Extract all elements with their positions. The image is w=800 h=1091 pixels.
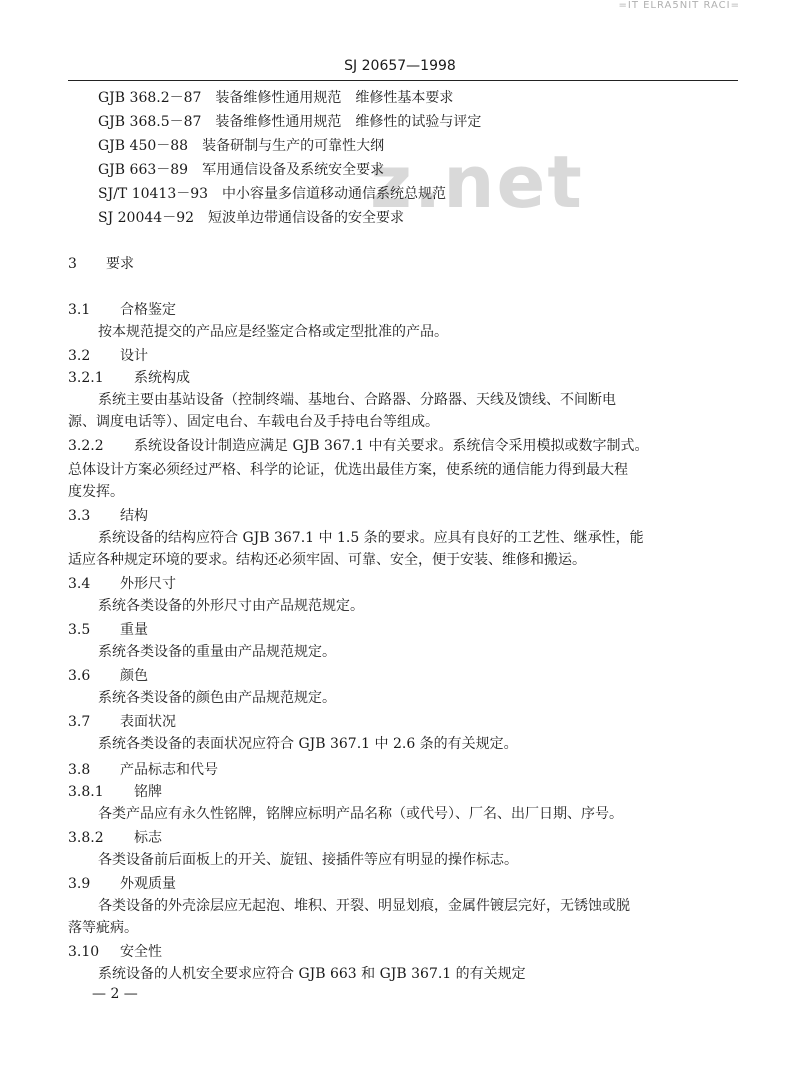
- page-number: — 2 —: [92, 986, 138, 1002]
- section-3-8-heading: [68, 760, 218, 780]
- section-title: 颜色: [120, 668, 148, 684]
- paragraph: 总体设计方案必须经过严格、科学的论证，优选出最佳方案，使系统的通信能力得到最大程: [68, 462, 628, 478]
- section-3-3-heading: [68, 506, 148, 526]
- reference-item: GJB 368.5－87 装备维修性通用规范 维修性的试验与评定: [98, 114, 482, 130]
- section-3-2-1-heading: [68, 368, 190, 388]
- section-number: 3.8: [68, 762, 91, 778]
- section-3-4-heading: [68, 574, 176, 594]
- section-3-8-1-heading: [68, 782, 162, 802]
- section-number: 3.8.2: [68, 830, 104, 846]
- document-number-header: SJ 20657—1998: [344, 58, 456, 74]
- section-title: 合格鉴定: [120, 302, 176, 318]
- section-title: 表面状况: [120, 714, 176, 730]
- section-title: 外观质量: [120, 876, 176, 892]
- section-number: 3.10: [68, 944, 100, 960]
- section-3-8-2-heading: [68, 828, 162, 848]
- section-number: 3.9: [68, 876, 91, 892]
- paragraph: 系统主要由基站设备（控制终端、基地台、合路器、分路器、天线及馈线、不间断电: [98, 392, 616, 408]
- section-title: 系统构成: [134, 370, 190, 386]
- paragraph: 源、调度电话等）、固定电台、车载电台及手持电台等组成。: [68, 414, 439, 430]
- section-title: 安全性: [120, 944, 162, 960]
- paragraph: 系统各类设备的外形尺寸由产品规范规定。: [98, 598, 364, 614]
- section-title: 结构: [120, 508, 148, 524]
- reference-item: GJB 368.2－87 装备维修性通用规范 维修性基本要求: [98, 90, 454, 106]
- section-number: 3.1: [68, 302, 91, 318]
- section-number: 3.4: [68, 576, 91, 592]
- section-title: 设计: [120, 348, 148, 364]
- paragraph: 系统设备设计制造应满足 GJB 367.1 中有关要求。系统信令采用模拟或数字制式。: [134, 438, 649, 454]
- section-number: 3.7: [68, 714, 91, 730]
- section-number: 3.5: [68, 622, 91, 638]
- paragraph: 适应各种规定环境的要求。结构还必须牢固、可靠、安全，便于安装、维修和搬运。: [68, 552, 586, 568]
- section-number: 3.2.1: [68, 370, 104, 386]
- reference-item: GJB 450－88 装备研制与生产的可靠性大纲: [98, 138, 385, 154]
- paragraph: 各类设备的外壳涂层应无起泡、堆积、开裂、明显划痕，金属件镀层完好，无锈蚀或脱: [98, 898, 630, 914]
- section-3-9-heading: [68, 874, 176, 894]
- section-3-1-heading: [68, 300, 176, 320]
- section-3-heading: [68, 254, 134, 274]
- section-number: 3.8.1: [68, 784, 104, 800]
- section-title: 外形尺寸: [120, 576, 176, 592]
- section-title: 标志: [134, 830, 162, 846]
- reference-item: GJB 663－89 军用通信设备及系统安全要求: [98, 162, 385, 178]
- watermark: z.net: [370, 140, 584, 224]
- section-3-7-heading: [68, 712, 176, 732]
- section-3-6-heading: [68, 666, 148, 686]
- section-title: 重量: [120, 622, 148, 638]
- paragraph: 系统设备的结构应符合 GJB 367.1 中 1.5 条的要求。应具有良好的工艺性、继承性，能: [98, 530, 644, 546]
- paragraph: 系统各类设备的颜色由产品规范规定。: [98, 690, 336, 706]
- paragraph: 系统各类设备的重量由产品规范规定。: [98, 644, 336, 660]
- paragraph: 系统设备的人机安全要求应符合 GJB 663 和 GJB 367.1 的有关规定: [98, 966, 526, 982]
- reference-item: SJ 20044－92 短波单边带通信设备的安全要求: [98, 210, 405, 226]
- section-3-2-2-paragraph: [68, 436, 649, 456]
- paragraph: 各类产品应有永久性铭牌，铭牌应标明产品名称（或代号）、厂名、出厂日期、序号。: [98, 806, 623, 822]
- paragraph: 系统各类设备的表面状况应符合 GJB 367.1 中 2.6 条的有关规定。: [98, 736, 518, 752]
- corner-mark: =IT ELRA5NIT RACI=: [618, 0, 740, 11]
- section-number: 3.3: [68, 508, 91, 524]
- header-divider: [68, 80, 738, 81]
- section-number: 3.2.2: [68, 438, 104, 454]
- section-title: 要求: [106, 256, 134, 272]
- section-title: 产品标志和代号: [120, 762, 218, 778]
- paragraph: 落等疵病。: [68, 920, 138, 936]
- paragraph: 各类设备前后面板上的开关、旋钮、接插件等应有明显的操作标志。: [98, 852, 518, 868]
- reference-item: SJ/T 10413－93 中小容量多信道移动通信系统总规范: [98, 186, 447, 202]
- section-title: 铭牌: [134, 784, 162, 800]
- paragraph: 度发挥。: [68, 484, 124, 500]
- section-3-10-heading: [68, 942, 162, 962]
- section-number: 3.6: [68, 668, 91, 684]
- section-number: 3.2: [68, 348, 91, 364]
- section-3-5-heading: [68, 620, 148, 640]
- section-number: 3: [68, 256, 77, 272]
- section-3-2-heading: [68, 346, 148, 366]
- paragraph: 按本规范提交的产品应是经鉴定合格或定型批准的产品。: [98, 324, 448, 340]
